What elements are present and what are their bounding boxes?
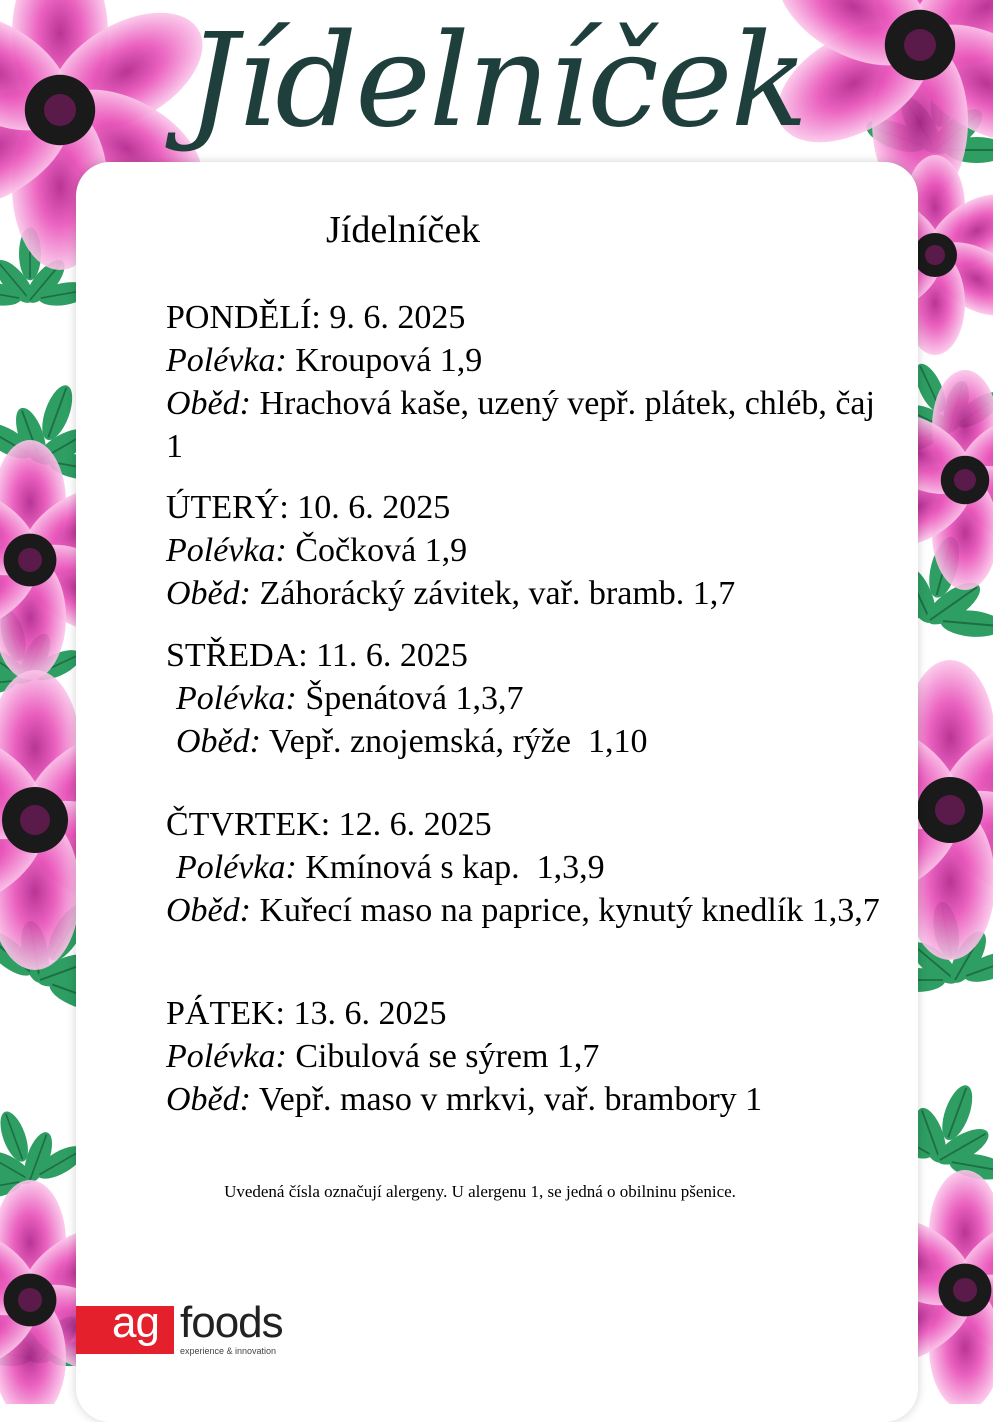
day-monday xyxy=(166,296,886,468)
day-wednesday xyxy=(166,634,886,763)
soup-label: Polévka: xyxy=(176,680,297,717)
day-heading: ÚTERÝ: 10. 6. 2025 xyxy=(166,489,451,526)
lunch-label: Oběd: xyxy=(176,723,261,760)
lunch-label: Oběd: xyxy=(166,575,251,612)
agfoods-logo xyxy=(76,1298,306,1356)
day-tuesday xyxy=(166,486,886,615)
soup-label: Polévka: xyxy=(166,1038,287,1075)
lunch-text: Záhorácký závitek, vař. bramb. 1,7 xyxy=(259,575,736,612)
day-heading: PONDĚLÍ: 9. 6. 2025 xyxy=(166,299,466,336)
soup-text: Kmínová s kap. 1,3,9 xyxy=(305,849,605,886)
logo-tagline: experience & innovation xyxy=(180,1346,277,1356)
lunch-text: Hrachová kaše, uzený vepř. plátek, chléb, čaj 1 xyxy=(166,385,875,465)
day-friday xyxy=(166,992,886,1121)
logo-ag-text: ag xyxy=(112,1298,159,1347)
soup-label: Polévka: xyxy=(166,342,287,379)
script-title: Jídelníček xyxy=(186,7,807,156)
soup-text: Cibulová se sýrem 1,7 xyxy=(295,1038,600,1075)
lunch-label: Oběd: xyxy=(166,892,251,929)
day-heading: PÁTEK: 13. 6. 2025 xyxy=(166,995,447,1032)
soup-text: Čočková 1,9 xyxy=(295,532,468,569)
soup-label: Polévka: xyxy=(166,532,287,569)
lunch-text: Vepř. maso v mrkvi, vař. brambory 1 xyxy=(258,1081,763,1118)
allergen-footnote: Uvedená čísla označují alergeny. U alergenu 1, se jedná o obilninu pšenice. xyxy=(224,1182,736,1201)
soup-text: Špenátová 1,3,7 xyxy=(305,680,524,717)
lunch-text: Vepř. znojemská, rýže 1,10 xyxy=(260,723,648,760)
day-thursday xyxy=(166,803,886,932)
day-heading: STŘEDA: 11. 6. 2025 xyxy=(166,637,468,674)
soup-text: Kroupová 1,9 xyxy=(295,342,483,379)
lunch-label: Oběd: xyxy=(166,1081,251,1118)
lunch-text: Kuřecí maso na paprice, kynutý knedlík 1,3,7 xyxy=(259,892,880,929)
logo-foods-text: foods xyxy=(180,1298,283,1347)
day-heading: ČTVRTEK: 12. 6. 2025 xyxy=(166,806,492,843)
page-subtitle: Jídelníček xyxy=(326,209,481,251)
soup-label: Polévka: xyxy=(176,849,297,886)
lunch-label: Oběd: xyxy=(166,385,251,422)
